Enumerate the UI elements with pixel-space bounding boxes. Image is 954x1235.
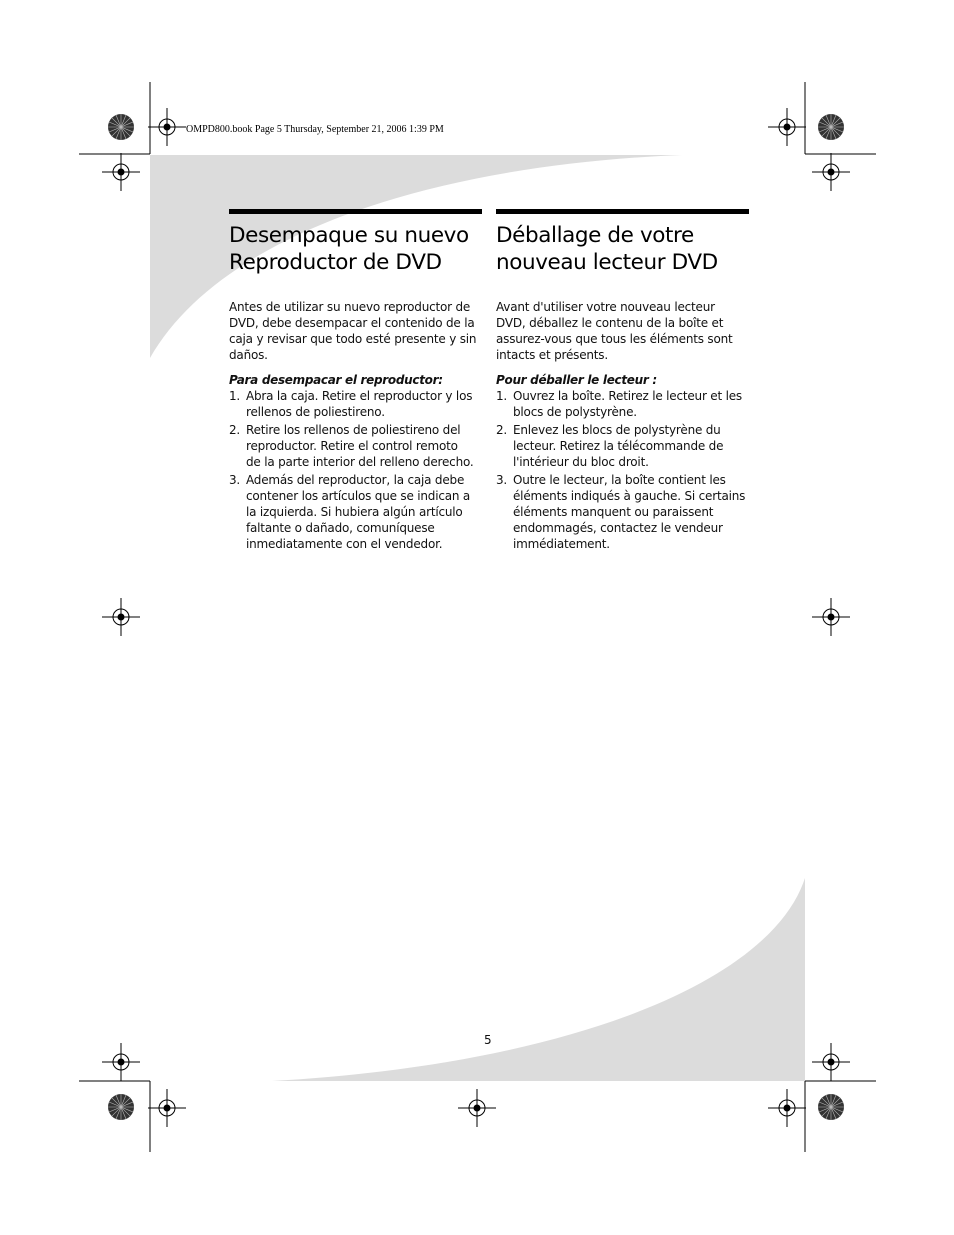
page-number: 5 [484,1033,492,1047]
step-line: Retire los rellenos de poliestireno del [246,423,461,437]
step-item [229,388,487,420]
section-title [229,222,482,276]
intro-line: DVD, debe desempacar el contenido de la [229,316,475,330]
intro-paragraph [496,299,752,363]
step-line: éléments manquent ou paraissent [513,505,714,519]
step-line: reproductor. Retire el control remoto [246,439,458,453]
intro-line: Avant d'utiliser votre nouveau lecteur [496,300,715,314]
step-line: l'intérieur du bloc droit. [513,455,649,469]
step-line: de la parte interior del relleno derecho. [246,455,474,469]
steps-list [496,388,754,554]
intro-line: caja y revisar que todo esté presente y sin [229,332,477,346]
intro-line: intacts et présents. [496,348,608,362]
step-number: 1. [229,389,241,403]
title-line: nouveau lecteur DVD [496,250,718,275]
step-line: Ouvrez la boîte. Retirez le lecteur et les [513,389,742,403]
step-item [496,422,754,470]
section-title [496,222,749,276]
title-rule [229,209,482,214]
step-line: Abra la caja. Retire el reproductor y los [246,389,473,403]
procedure-title: Pour déballer le lecteur : [496,373,657,387]
step-line: endommagés, contactez le vendeur [513,521,723,535]
step-number: 2. [496,423,508,437]
procedure-title: Para desempacar el reproductor: [229,373,443,387]
french-column [496,209,749,551]
bottom-swoosh [272,878,805,1081]
step-number: 1. [496,389,508,403]
step-line: immédiatement. [513,537,610,551]
step-line: inmediatamente con el vendedor. [246,537,443,551]
step-item [496,388,754,420]
step-line: lecteur. Retirez la télécommande de [513,439,724,453]
step-line: blocs de polystyrène. [513,405,637,419]
intro-line: Antes de utilizar su nuevo reproductor de [229,300,471,314]
step-line: Enlevez les blocs de polystyrène du [513,423,721,437]
step-item [229,472,487,552]
step-line: Además del reproductor, la caja debe [246,473,465,487]
title-line: Déballage de votre [496,223,694,248]
step-number: 3. [229,473,241,487]
intro-line: DVD, déballez le contenu de la boîte et [496,316,724,330]
steps-list [229,388,487,554]
title-line: Reproductor de DVD [229,250,442,275]
intro-line: daños. [229,348,268,362]
intro-paragraph [229,299,485,363]
step-item [229,422,487,470]
intro-line: assurez-vous que tous les éléments sont [496,332,733,346]
step-line: rellenos de poliestireno. [246,405,385,419]
step-line: la izquierda. Si hubiera algún artículo [246,505,463,519]
step-number: 2. [229,423,241,437]
step-item [496,472,754,552]
spanish-column [229,209,482,551]
title-line: Desempaque su nuevo [229,223,469,248]
title-rule [496,209,749,214]
print-header: OMPD800.book Page 5 Thursday, September 21, 2006 1:39 PM [186,124,444,135]
step-line: contener los artículos que se indican a [246,489,471,503]
step-line: Outre le lecteur, la boîte contient les [513,473,726,487]
step-line: faltante o dañado, comuníquese [246,521,435,535]
step-line: éléments indiqués à gauche. Si certains [513,489,746,503]
step-number: 3. [496,473,508,487]
